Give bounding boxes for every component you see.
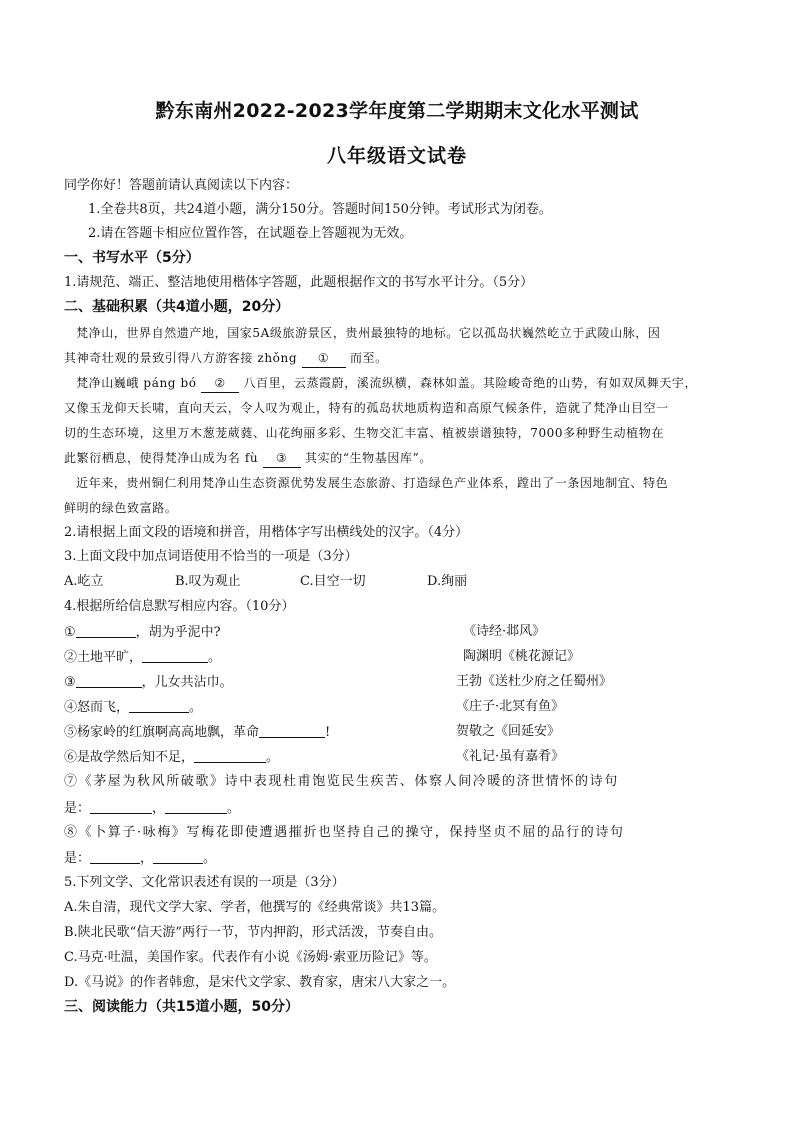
passage-text: 其神奇壮观的景致引得八方游客接 zhǒng [64, 351, 298, 365]
notice-item-1: 1.全卷共8页，共24道小题，满分150分。答题时间150分钟。考试形式为闭卷。 [88, 202, 552, 217]
section-2-heading: 二、基础积累（共4道小题，20分） [64, 299, 290, 315]
item-text: ②土地平旷， [64, 650, 143, 665]
answer-blank [153, 849, 203, 864]
q5-option-d: D.《马说》的作者韩愈，是宋代文学家、教育家，唐宋八大家之一。 [64, 975, 456, 990]
item-text: ③ [64, 675, 76, 690]
q5-option-c: C.马克·吐温，美国作家。代表作有小说《汤姆·索亚历险记》等。 [64, 950, 437, 965]
answer-blank [90, 799, 152, 814]
passage-p1-line1: 梵净山，世界自然遗产地，国家5A级旅游景区，贵州最独特的地标。它以孤岛状巍然屹立于武陵山脉，因 [76, 326, 661, 340]
blank-marker-3: ③ [263, 449, 301, 468]
q5-option-b: B.陕北民歌“信天游”两行一节，节内押韵，形式活泼，节奏自由。 [64, 925, 442, 940]
q4-item-4 [64, 698, 202, 717]
q4-item-8-line2 [64, 849, 216, 868]
q3-option-c: C.目空一切 [300, 574, 366, 589]
item-text: 。 [227, 801, 241, 816]
item-text: ⑤杨家岭的红旗啊高高地飘，革命 [64, 725, 260, 740]
answer-blank [129, 698, 189, 713]
notice-intro: 同学你好！答题前请认真阅读以下内容： [64, 178, 299, 193]
item-text: ! [325, 725, 331, 740]
q4-item-6-source: 《礼记·虽有嘉肴》 [456, 749, 565, 764]
q4-item-5-source: 贺敬之《回延安》 [456, 724, 561, 739]
question-3: 3.上面文段中加点词语使用不恰当的一项是（3分） [64, 549, 358, 564]
passage-p1-line2 [64, 349, 388, 368]
item-text: ④怒而飞， [64, 700, 130, 715]
item-text: 。 [208, 650, 222, 665]
answer-blank [76, 623, 136, 638]
item-text: 是： [64, 801, 91, 816]
item-text: ， [152, 801, 166, 816]
passage-p2-line1 [76, 374, 697, 393]
item-text: 。 [189, 700, 203, 715]
q4-item-2-source: 陶渊明《桃花源记》 [463, 649, 581, 664]
passage-text: 此繁衍栖息，使得梵净山成为名 fù [64, 451, 259, 465]
q4-item-5 [64, 723, 330, 742]
q4-item-2 [64, 648, 221, 667]
answer-blank [76, 673, 142, 688]
item-text: 。 [203, 851, 217, 866]
notice-item-2: 2.请在答题卡相应位置作答，在试题卷上答题视为无效。 [88, 226, 413, 241]
item-text: ，儿女共沾巾。 [141, 675, 233, 690]
q3-option-d: D.绚丽 [427, 574, 468, 589]
section-3-heading: 三、阅读能力（共15道小题，50分） [64, 999, 299, 1015]
passage-text: 梵净山巍峨 páng bó [76, 376, 197, 390]
item-text: ① [64, 625, 76, 640]
passage-p2-line2: 又像玉龙仰天长啸，直向天云，令人叹为观止，特有的孤岛状地质构造和高原气候条件，造就了梵净山目空一 [64, 401, 669, 415]
q4-item-8-line1: ⑧《卜算子·咏梅》写梅花即使遭遇摧折也坚持自己的操守，保持坚贞不屈的品行的诗句 [64, 825, 625, 840]
blank-marker-1: ① [302, 349, 346, 368]
q4-item-1-source: 《诗经·邶风》 [463, 624, 546, 639]
q5-option-a: A.朱自清，现代文学大家、学者，他撰写的《经典常谈》共13篇。 [64, 900, 446, 915]
question-5: 5.下列文学、文化常识表述有误的一项是（3分） [64, 875, 345, 890]
answer-blank [194, 748, 266, 763]
blank-marker-2: ② [201, 374, 239, 393]
q4-item-1 [64, 623, 221, 642]
q4-item-7-line2 [64, 799, 240, 818]
q4-item-7-line1: ⑦《茅屋为秋风所破歌》诗中表现杜甫饱览民生疾苦、体察人间冷暖的济世情怀的诗句 [64, 774, 619, 789]
passage-p2-line3: 切的生态环境，这里万木葱茏葳蕤、山花绚丽多彩、生物交汇丰富、植被崇谱独特，7000多种野生动植物在 [64, 426, 664, 440]
item-text: ， [140, 851, 154, 866]
item-text: 。 [266, 750, 280, 765]
item-text: 是： [64, 851, 91, 866]
section-1-heading: 一、书写水平（5分） [64, 250, 200, 266]
question-2: 2.请根据上面文段的语境和拼音，用楷体字写出横线处的汉字。（4分） [64, 525, 469, 540]
passage-p2-line4 [64, 449, 432, 468]
answer-blank [259, 723, 325, 738]
question-4: 4.根据所给信息默写相应内容。（10分） [64, 599, 295, 614]
q3-option-a: A.屹立 [64, 574, 104, 589]
q4-item-4-source: 《庄子·北冥有鱼》 [456, 699, 565, 714]
answer-blank [90, 849, 140, 864]
passage-text: 而至。 [349, 351, 388, 365]
answer-blank [165, 799, 227, 814]
q4-item-6 [64, 748, 279, 767]
passage-p3-line1: 近年来，贵州铜仁利用梵净山生态资源优势发展生态旅游、打造绿色产业体系，蹚出了一条因地制宜、特色 [76, 476, 669, 490]
item-text: ，胡为乎泥中? [135, 625, 221, 640]
q3-option-b: B.叹为观止 [175, 574, 241, 589]
question-1: 1.请规范、端正、整洁地使用楷体字答题，此题根据作文的书写水平计分。（5分） [64, 275, 534, 290]
passage-text: 其实的“生物基因库”。 [305, 451, 432, 465]
q4-item-3 [64, 673, 233, 692]
answer-blank [142, 648, 208, 663]
exam-subtitle: 八年级语文试卷 [326, 145, 467, 167]
q4-item-3-source: 王勃《送杜少府之任蜀州》 [456, 674, 613, 689]
item-text: ⑥是故学然后知不足， [64, 750, 195, 765]
exam-title: 黔东南州2022-2023学年度第二学期期末文化水平测试 [155, 100, 639, 122]
passage-text: 八百里，云蒸霞蔚，溪流纵横，森林如盖。其险峻奇绝的山势，有如双凤舞天宇， [243, 376, 698, 390]
passage-p3-line2: 鲜明的绿色致富路。 [64, 501, 178, 515]
